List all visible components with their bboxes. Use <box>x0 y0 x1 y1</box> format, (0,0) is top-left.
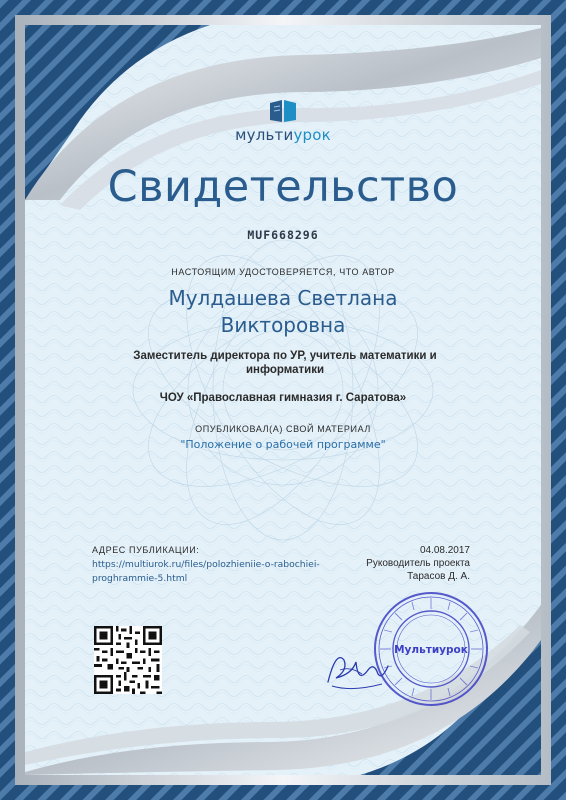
logo-text-main: мульти <box>235 126 294 144</box>
certificate-title: Свидетельство <box>107 162 459 212</box>
director-role: Руководитель проекта <box>366 558 470 569</box>
logo-text-accent: урок <box>293 126 331 144</box>
intro-text: НАСТОЯЩИМ УДОСТОВЕРЯЕТСЯ, ЧТО АВТОР <box>171 267 395 277</box>
multiurok-logo <box>0 98 566 144</box>
author-position: Заместитель директора по УР, учитель математики и информатики <box>133 350 437 376</box>
address-label: АДРЕС ПУБЛИКАЦИИ: <box>92 545 200 555</box>
author-name-line2: Викторовна <box>220 313 346 337</box>
stamp-center-text: Мультиурок <box>394 644 468 656</box>
issue-date: 04.08.2017 <box>419 545 470 556</box>
organization-stamp <box>372 590 490 708</box>
author-name-line1: Мулдашева Светлана <box>168 286 398 310</box>
material-title: "Положение о рабочей программе" <box>180 438 386 451</box>
author-organization: ЧОУ «Православная гимназия г. Саратова» <box>159 392 407 404</box>
author-name <box>0 285 566 339</box>
logo-wordmark <box>0 126 566 144</box>
open-book-icon <box>268 98 298 124</box>
published-label: ОПУБЛИКОВАЛ(А) СВОЙ МАТЕРИАЛ <box>195 424 371 434</box>
address-link[interactable]: https://multiurok.ru/files/polozhieniie-o-rabochiei-proghrammie-5.html <box>92 559 320 584</box>
certificate-code: MUF668296 <box>247 228 319 242</box>
qr-code <box>94 626 162 694</box>
director-name: Тарасов Д. А. <box>407 571 470 582</box>
